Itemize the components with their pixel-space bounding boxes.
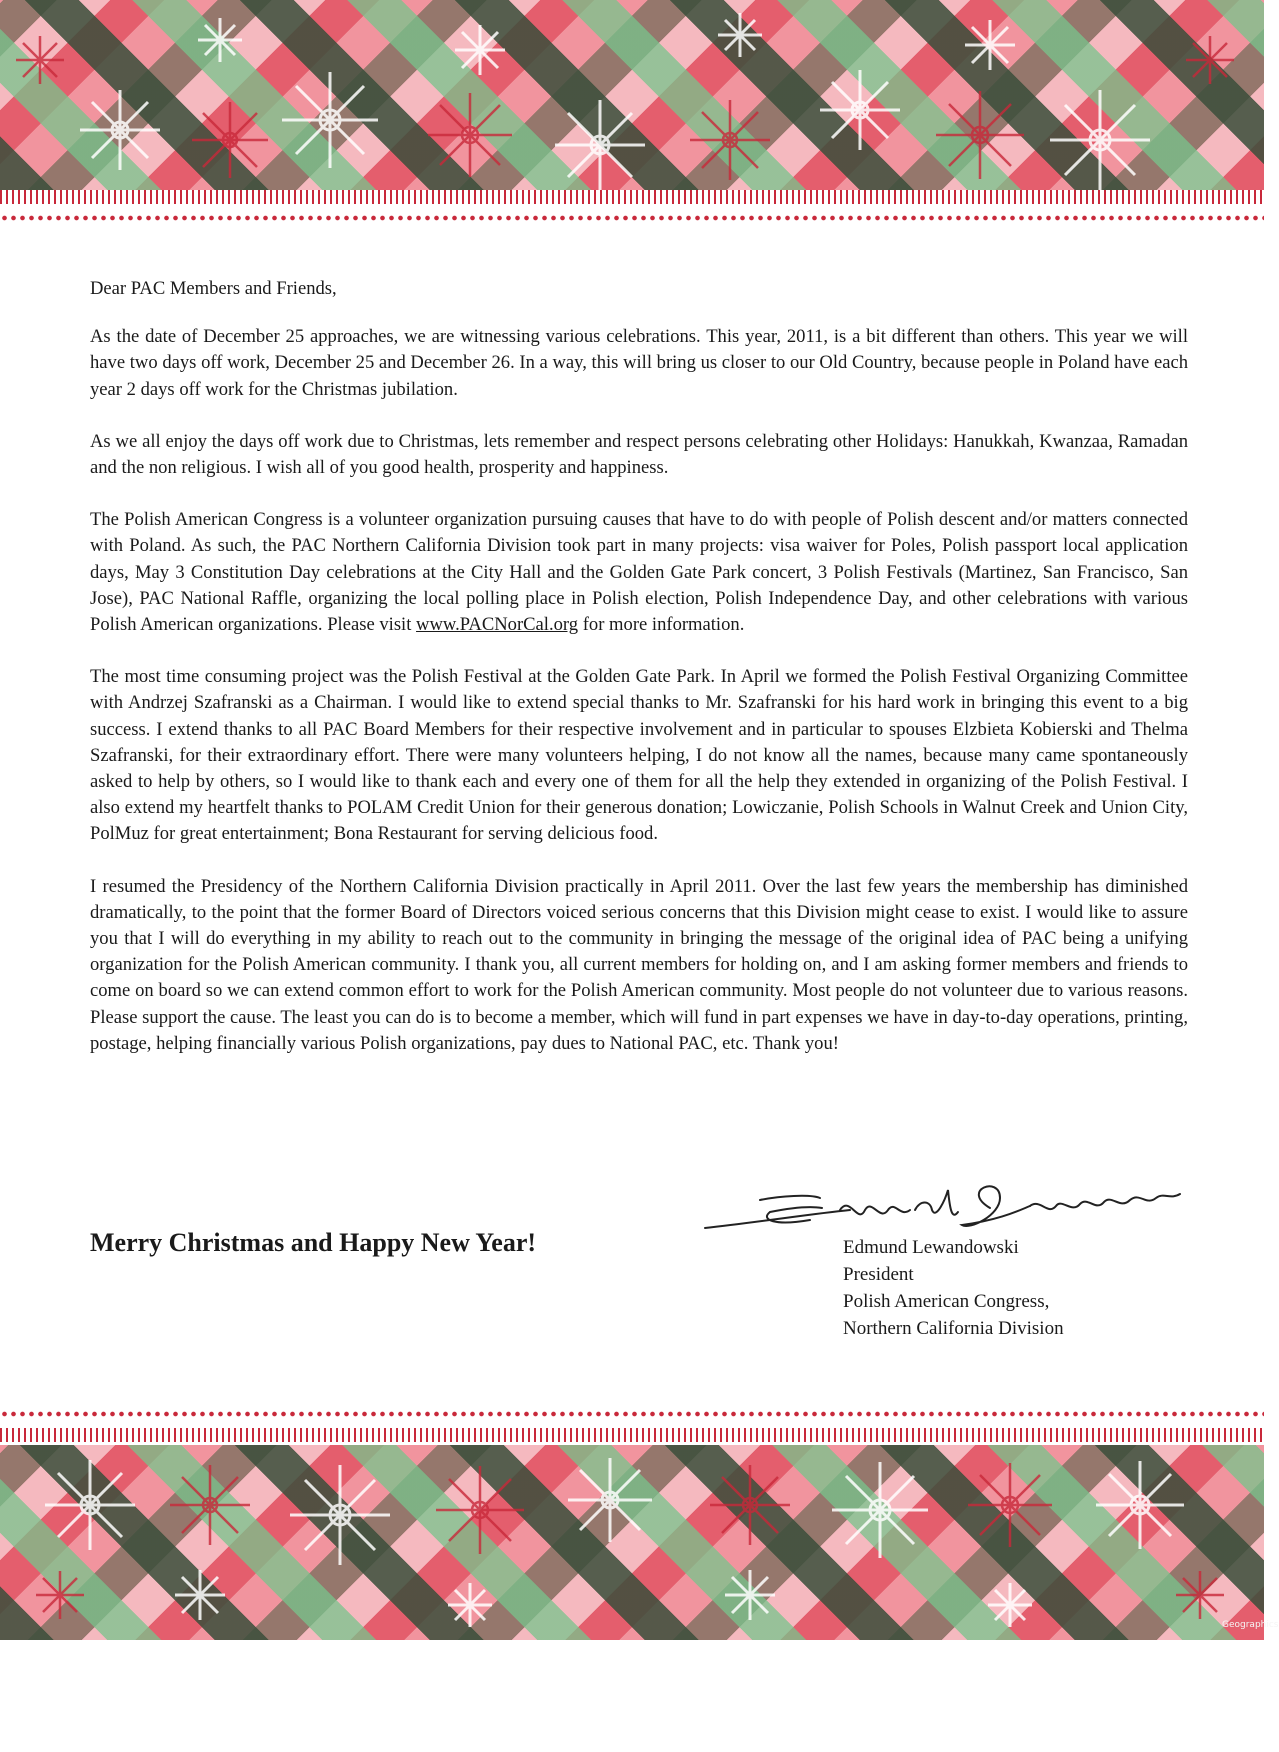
signer-division: Northern California Division [843, 1318, 1064, 1339]
paragraph-organization-text-end: for more information. [578, 614, 745, 636]
paragraph-holidays: As we all enjoy the days off work due to Christmas, lets remember and respect persons celebrating other Holidays: Hanukkah, Kwanzaa, Ramadan and the non religious. I wish all of you good health, prosperity and happiness. [90, 430, 1188, 479]
signer-name: Edmund Lewandowski [843, 1237, 1019, 1258]
snowflake-pattern-top [0, 0, 1264, 190]
signature-block [843, 1234, 1064, 1342]
handwritten-signature [700, 1170, 1200, 1240]
paragraph-organization [90, 507, 1188, 638]
paragraph-festival: The most time consuming project was the Polish Festival at the Golden Gate Park. In April we formed the Polish Festival Organizing Committee with Andrzej Szafranski as a Chairman. I would like to extend special thanks to Mr. Szafranski for his hard work in bringing this event to a big success. I extend thanks to all PAC Board Members for their respective involvement and in particular to spouses Elzbieta Kobierski and Thelma Szafranski, for their extraordinary effort. There were many volunteers helping, I do not know all the names, because many came spontaneously asked to help by others, so I would like to thank each and every one of them for all the help they extended in organizing of the Polish Festival. I also extend my heartfelt thanks to POLAM Credit Union for their generous donation; Lowiczanie, Polish Schools in Walnut Creek and Union City, PolMuz for great entertainment; Bona Restaurant for serving delicious food. [90, 666, 1188, 845]
website-link[interactable]: www.PACNorCal.org [416, 614, 579, 636]
letter-body [90, 276, 1188, 1083]
top-holiday-banner [0, 0, 1264, 190]
snowflake-pattern-bottom [0, 1445, 1264, 1640]
top-dotted-trim [0, 213, 1264, 223]
bottom-striped-trim [0, 1428, 1264, 1442]
salutation: Dear PAC Members and Friends, [90, 278, 337, 299]
publisher-mark: Geographics [1222, 1620, 1279, 1630]
bottom-holiday-banner [0, 1445, 1264, 1640]
signer-organization: Polish American Congress, [843, 1291, 1050, 1312]
paragraph-celebrations: As the date of December 25 approaches, we are witnessing various celebrations. This year, 2011, is a bit different than others. This year we will have two days off work, December 25 and December 26. In a way, this will bring us closer to our Old Country, because people in Poland have each year 2 days off work for the Christmas jubilation. [90, 326, 1188, 400]
bottom-dotted-trim [0, 1409, 1264, 1419]
signer-title: President [843, 1264, 914, 1285]
closing-greeting: Merry Christmas and Happy New Year! [90, 1228, 537, 1257]
paragraph-presidency: I resumed the Presidency of the Northern California Division practically in April 2011. Over the last few years the membership has diminished dramatically, to the point that the former Board of Directors voiced serious concerns that this Division might cease to exist. I would like to assure you that I will do everything in my ability to reach out to the community in bringing the message of the original idea of PAC being a unifying organization for the Polish American community. I thank you, all current members for holding on, and I am asking former members and friends to come on board so we can extend common effort to work for the Polish American community. Most people do not volunteer due to various reasons. Please support the cause. The least you can do is to become a member, which will fund in part expenses we have in day-to-day operations, printing, postage, helping financially various Polish organizations, pay dues to National PAC, etc. Thank you! [90, 875, 1188, 1054]
paragraph-organization-text: The Polish American Congress is a volunteer organization pursuing causes that have to do with people of Polish descent and/or matters connected with Poland. As such, the PAC Northern California Division took part in many projects: visa waiver for Poles, Polish passport local application days, May 3 Constitution Day celebrations at the City Hall and the Golden Gate Park concert, 3 Polish Festivals (Martinez, San Francisco, San Jose), PAC National Raffle, organizing the local polling place in Polish election, Polish Independence Day, and other celebrations with various Polish American organizations. Please visit [90, 509, 1188, 636]
top-striped-trim [0, 190, 1264, 204]
